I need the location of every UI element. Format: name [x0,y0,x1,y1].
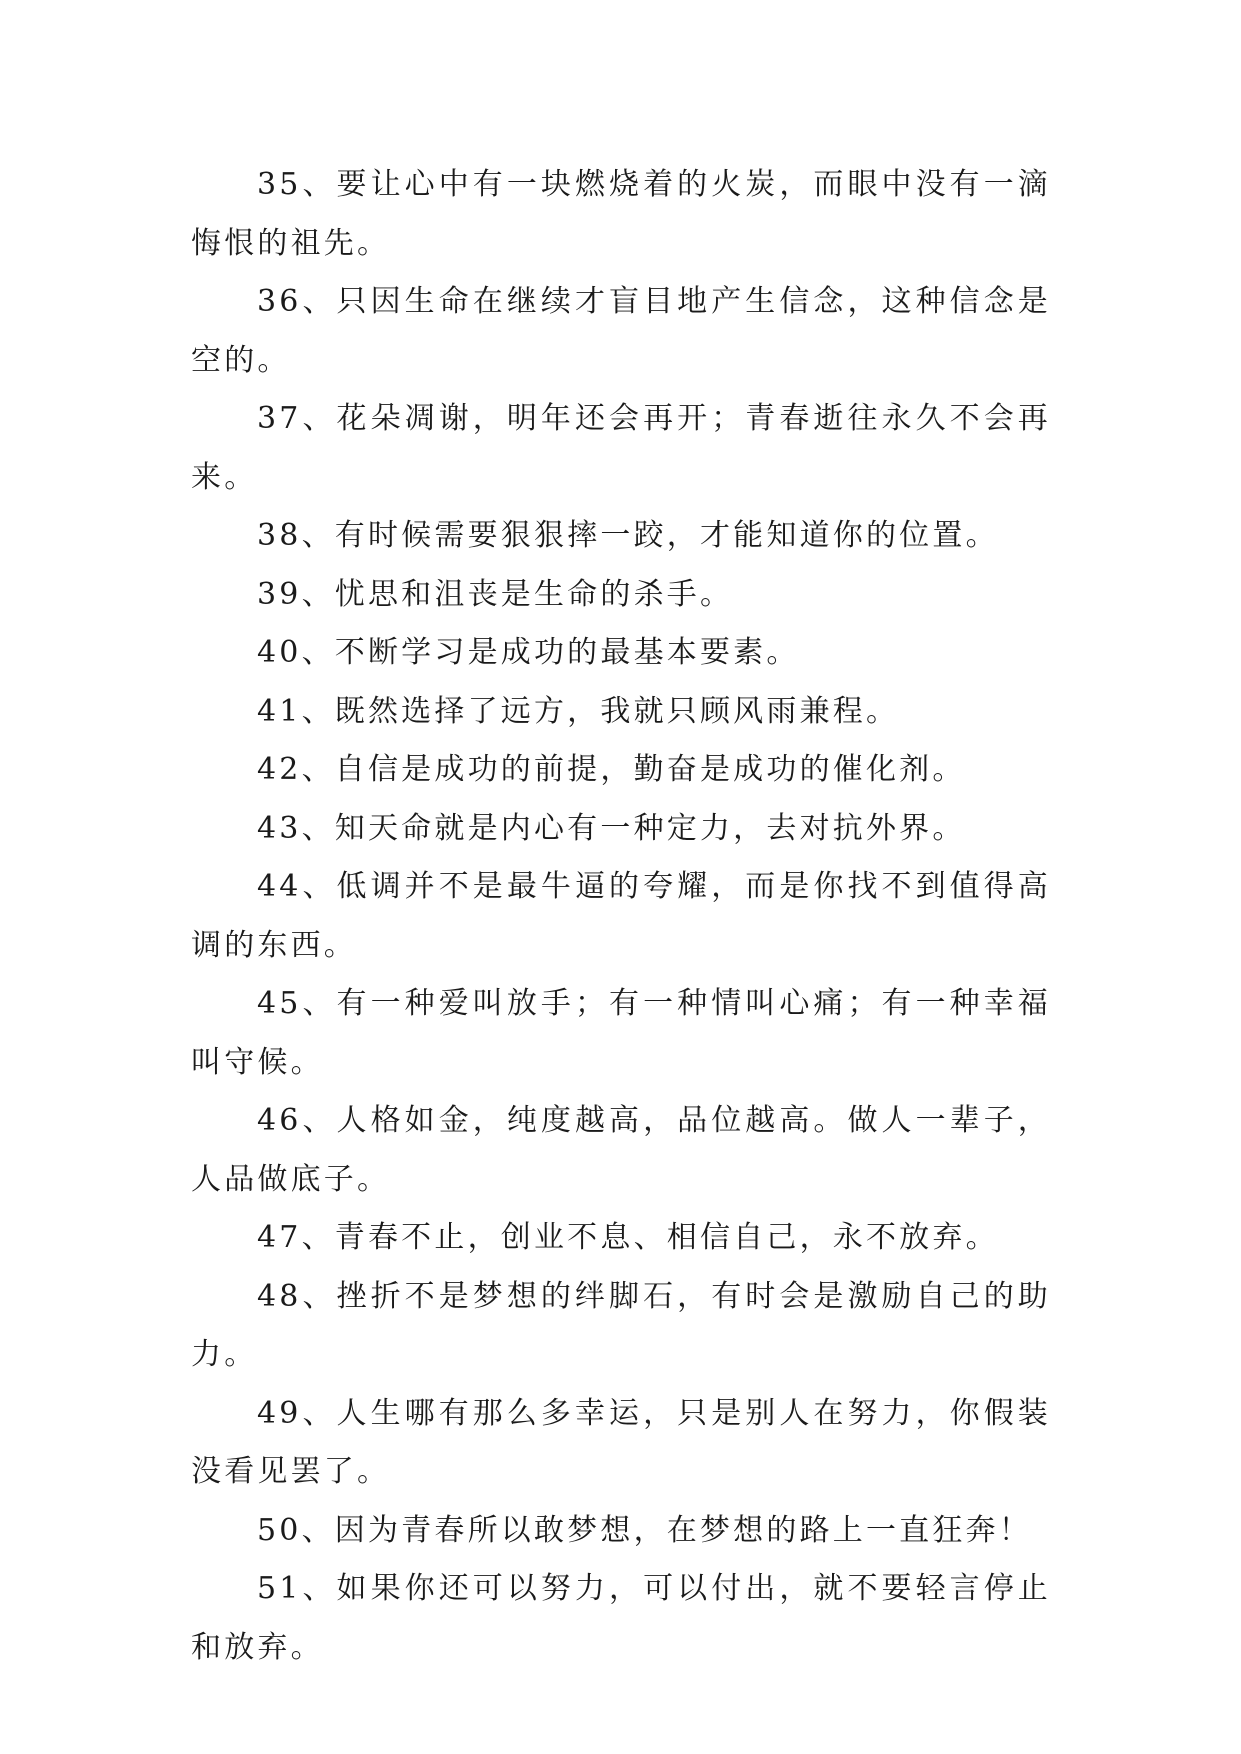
paragraph: 40、不断学习是成功的最基本要素。 [257,635,800,670]
paragraph: 45、有一种爱叫放手；有一种情叫心痛；有一种幸福叫守候。 [191,986,1051,1080]
paragraph: 49、人生哪有那么多幸运，只是别人在努力，你假装没看见罢了。 [191,1395,1051,1489]
paragraph: 46、人格如金，纯度越高，品位越高。做人一辈子，人品做底子。 [191,1103,1051,1197]
paragraph: 42、自信是成功的前提，勤奋是成功的催化剂。 [257,752,966,787]
paragraph: 38、有时候需要狠狠摔一跤，才能知道你的位置。 [257,518,999,553]
paragraph: 41、既然选择了远方，我就只顾风雨兼程。 [257,693,900,729]
paragraph: 44、低调并不是最牛逼的夸耀，而是你找不到值得高调的东西。 [191,869,1051,963]
paragraph: 36、只因生命在继续才盲目地产生信念，这种信念是空的。 [191,284,1051,378]
paragraph: 35、要让心中有一块燃烧着的火炭，而眼中没有一滴悔恨的祖先。 [191,167,1051,261]
paragraph: 37、花朵凋谢，明年还会再开；青春逝往永久不会再来。 [191,401,1051,495]
paragraph: 50、因为青春所以敢梦想，在梦想的路上一直狂奔！ [257,1512,1032,1548]
paragraph: 39、忧思和沮丧是生命的杀手。 [257,576,734,612]
paragraph: 43、知天命就是内心有一种定力，去对抗外界。 [257,810,966,846]
document-body [191,156,1051,1677]
paragraph: 47、青春不止，创业不息、相信自己，永不放弃。 [257,1220,999,1255]
paragraph: 51、如果你还可以努力，可以付出，就不要轻言停止和放弃。 [191,1571,1051,1665]
paragraph: 48、挫折不是梦想的绊脚石，有时会是激励自己的助力。 [191,1278,1051,1372]
